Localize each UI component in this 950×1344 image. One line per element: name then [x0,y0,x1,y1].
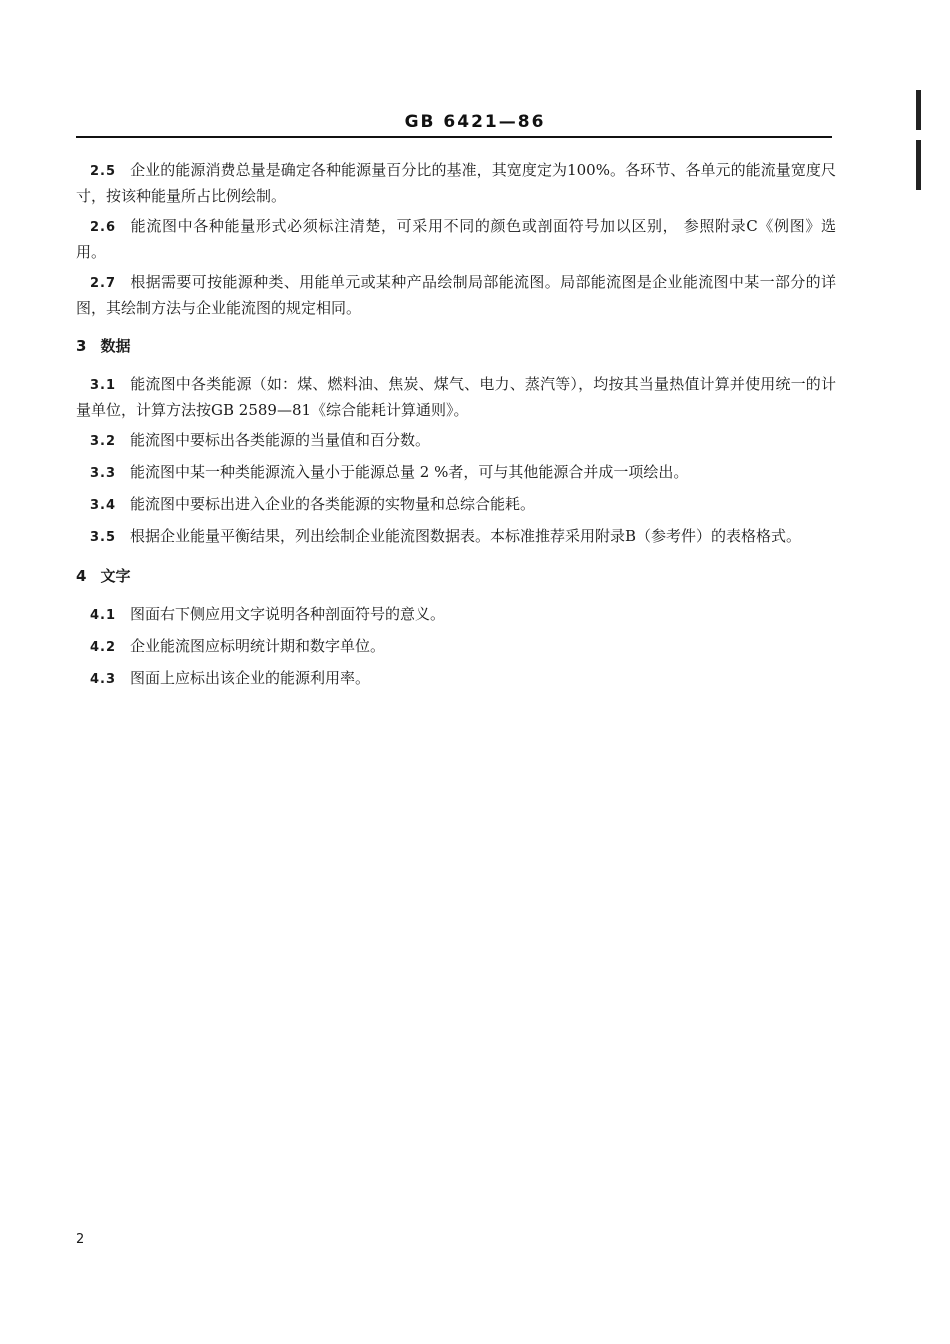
clause-text: 能流图中各类能源（如：煤、燃料油、焦炭、煤气、电力、蒸汽等），均按其当量热值计算并使用统一的计量单位，计算方法按GB 2589—81《综合能耗计算通则》。 [76,375,836,419]
clause-3-2 [76,428,836,454]
clause-text: 能流图中要标出进入企业的各类能源的实物量和总综合能耗。 [130,495,536,513]
page-number: 2 [76,1232,85,1247]
clause-3-4 [76,492,836,518]
clause-number: 2.6 [90,220,117,235]
clause-number: 4.3 [90,672,117,687]
section-number: 4 [76,567,87,585]
clause-3-5 [76,524,836,550]
clause-text: 能流图中各种能量形式必须标注清楚，可采用不同的颜色或剖面符号加以区别， 参照附录C《例图》选用。 [76,217,836,261]
clause-text: 根据需要可按能源种类、用能单元或某种产品绘制局部能流图。局部能流图是企业能流图中某一部分的详图，其绘制方法与企业能流图的规定相同。 [76,273,836,317]
clause-4-2 [76,634,836,660]
clause-number: 4.1 [90,608,117,623]
section-title: 文字 [100,567,131,585]
clause-text: 图面上应标出该企业的能源利用率。 [130,669,371,687]
clause-3-1 [76,372,836,422]
scan-edge-mark [916,90,921,130]
clause-number: 3.5 [90,530,117,545]
section-number: 3 [76,337,87,355]
clause-number: 3.2 [90,434,117,449]
scan-edge-mark [916,140,921,190]
clause-2-7 [76,270,836,320]
clause-number: 2.5 [90,164,117,179]
document-body [76,158,836,698]
clause-4-3 [76,666,836,692]
clause-number: 3.4 [90,498,117,513]
clause-text: 根据企业能量平衡结果，列出绘制企业能流图数据表。本标准推荐采用附录B（参考件）的表格格式。 [130,527,802,545]
clause-text: 能流图中要标出各类能源的当量值和百分数。 [130,431,431,449]
section-title: 数据 [100,337,131,355]
clause-number: 4.2 [90,640,117,655]
page-header-title: GB 6421—86 [404,112,546,132]
clause-text: 企业的能源消费总量是确定各种能源量百分比的基准，其宽度定为100%。各环节、各单元的能流量宽度尺寸，按该种能量所占比例绘制。 [76,161,836,205]
clause-number: 3.1 [90,378,117,393]
clause-3-3 [76,460,836,486]
header-rule [76,136,832,138]
clause-number: 3.3 [90,466,117,481]
clause-4-1 [76,602,836,628]
clause-text: 企业能流图应标明统计期和数字单位。 [130,637,386,655]
clause-text: 能流图中某一种类能源流入量小于能源总量 2 %者，可与其他能源合并成一项绘出。 [130,463,689,481]
clause-2-6 [76,214,836,264]
section-3-heading [76,334,836,358]
clause-text: 图面右下侧应用文字说明各种剖面符号的意义。 [130,605,446,623]
section-4-heading [76,564,836,588]
clause-2-5 [76,158,836,208]
clause-number: 2.7 [90,276,117,291]
